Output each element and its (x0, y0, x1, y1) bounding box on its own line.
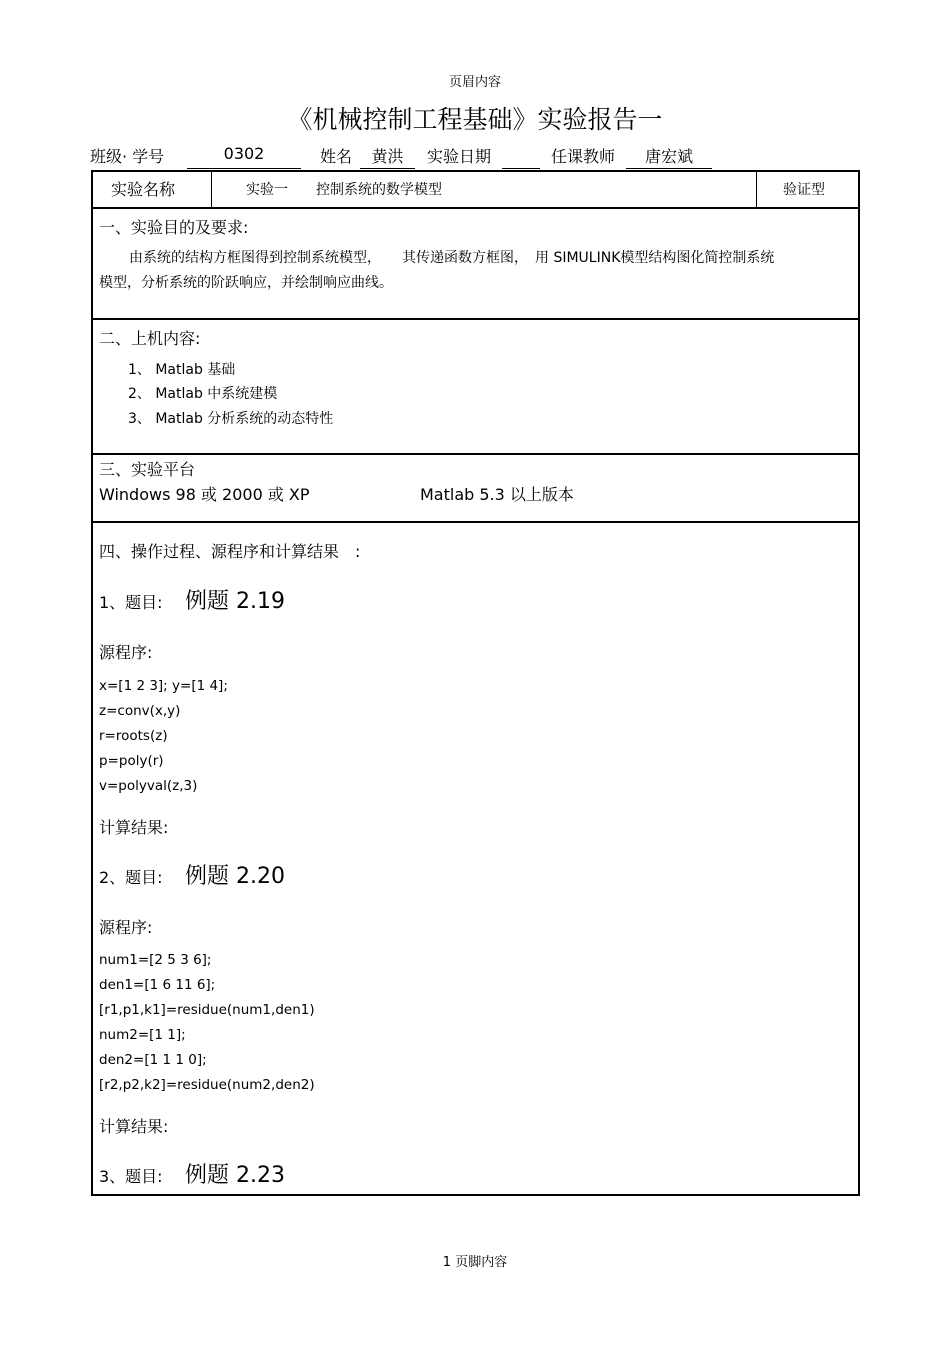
date-value (502, 144, 540, 169)
date-label: 实验日期 (427, 147, 492, 166)
problem-label: 1、题目: (99, 593, 163, 612)
name-value: 黄洪 (360, 144, 415, 169)
code-line: r=roots(z) (99, 728, 168, 744)
column-divider (211, 172, 212, 208)
code-line: v=polyval(z,3) (99, 778, 198, 794)
section-1-heading: 一、实验目的及要求: (99, 218, 249, 237)
result-label: 计算结果: (99, 1117, 169, 1136)
section-1-text: 由系统的结构方框图得到控制系统模型， 其传递函数方框图， 用 SIMULINK模型结构图化简控制系统 (129, 250, 775, 266)
class-value: 0302 (187, 144, 301, 169)
result-label: 计算结果: (99, 818, 169, 837)
code-line: num2=[1 1]; (99, 1027, 186, 1043)
teacher-label: 任课教师 (551, 147, 616, 166)
teacher-value: 唐宏斌 (626, 144, 712, 169)
content-item: 3、 Matlab 分析系统的动态特性 (128, 411, 334, 427)
row-divider (91, 318, 860, 320)
problem-label: 2、题目: (99, 868, 163, 887)
code-line: [r1,p1,k1]=residue(num1,den1) (99, 1002, 315, 1018)
code-line: num1=[2 5 3 6]; (99, 952, 212, 968)
column-divider (756, 172, 757, 208)
experiment-type: 验证型 (783, 182, 825, 198)
report-title: 《机械控制工程基础》实验报告一 (287, 105, 663, 134)
code-line: x=[1 2 3]; y=[1 4]; (99, 678, 228, 694)
section-1-text: 模型，分析系统的阶跃响应，并绘制响应曲线。 (99, 275, 393, 291)
code-line: den2=[1 1 1 0]; (99, 1052, 207, 1068)
page-header: 页眉内容 (448, 75, 501, 90)
row-divider (91, 207, 860, 209)
code-line: [r2,p2,k2]=residue(num2,den2) (99, 1077, 315, 1093)
experiment-name-value: 实验一 控制系统的数学模型 (246, 182, 442, 198)
source-label: 源程序: (99, 643, 153, 662)
section-2-heading: 二、上机内容: (99, 329, 201, 348)
platform-software: Matlab 5.3 以上版本 (420, 485, 574, 504)
code-line: z=conv(x,y) (99, 703, 181, 719)
row-divider (91, 453, 860, 455)
section-4-heading: 四、操作过程、源程序和计算结果 : (99, 542, 361, 561)
code-line: den1=[1 6 11 6]; (99, 977, 216, 993)
experiment-name-label: 实验名称 (111, 180, 176, 199)
content-item: 2、 Matlab 中系统建模 (128, 386, 278, 402)
source-label: 源程序: (99, 918, 153, 937)
problem-title: 例题 2.23 (185, 1163, 285, 1188)
section-3-heading: 三、实验平台 (99, 460, 196, 479)
platform-os: Windows 98 或 2000 或 XP (99, 485, 310, 504)
page-footer: 1 页脚内容 (442, 1255, 508, 1270)
problem-title: 例题 2.19 (185, 589, 285, 614)
problem-label: 3、题目: (99, 1167, 163, 1186)
content-item: 1、 Matlab 基础 (128, 362, 236, 378)
row-divider (91, 521, 860, 523)
class-label: 班级· 学号 (90, 147, 165, 166)
problem-title: 例题 2.20 (185, 864, 285, 889)
code-line: p=poly(r) (99, 753, 164, 769)
name-label: 姓名 (320, 147, 353, 166)
